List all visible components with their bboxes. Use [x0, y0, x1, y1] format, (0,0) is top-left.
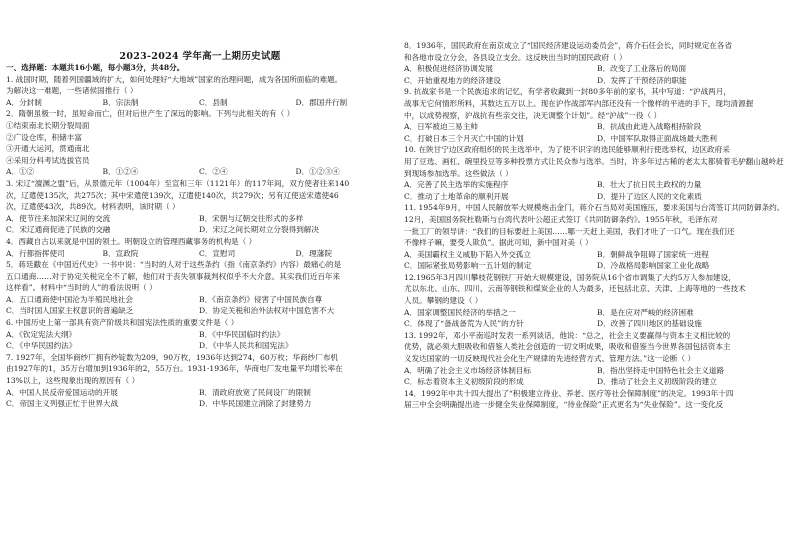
answer-options-row [404, 365, 790, 377]
answer-options-row [404, 376, 790, 388]
answer-option[interactable]: B．①②④ [102, 167, 139, 177]
answer-option[interactable]: C．打破日本三个月灭亡中国的计划 [404, 133, 524, 143]
question-text-line: ④采用分科考试选拔官员 [6, 155, 90, 165]
question-text-line: 12月，美国国务院杜勒斯与台湾代表叶公超正式签订《共同防御条约》。1955年秋，毛泽东对 [404, 214, 718, 224]
question-text-line: 用了豆选、画杠、碗里投豆等多种投票方式让民众参与选举。当时，许多年过古稀的老太太都骑着毛驴翻山越岭赶 [404, 156, 784, 166]
exam-title: 2023-2024 学年高一上期历史试题 [119, 51, 281, 62]
answer-option[interactable]: A．《钦定宪法大纲》 [6, 329, 77, 339]
question-text-line: 人员。攀钢的建设（ ） [404, 296, 483, 306]
answer-options-row [6, 305, 392, 317]
answer-options-row [404, 191, 790, 203]
question-text-line: 尤以东北、山东、四川、云南等钢铁和煤炭企业的人为最多，还包括北京、天津、上海等地的一些技术 [404, 284, 746, 294]
answer-option[interactable]: C．《中华民国约法》 [6, 341, 77, 351]
answer-option[interactable]: D．①②③④ [295, 167, 340, 177]
answer-option[interactable]: D．发挥了干预经济的职能 [597, 75, 687, 85]
question-text-line: 一批工厂的领导讲：“我们的目标要赶上美国……哪一天赶上美国，我们才吐了一口气。现在我们还 [404, 226, 735, 236]
answer-option[interactable]: A．积极促进经济协调发展 [404, 64, 494, 74]
answer-options-row [404, 249, 790, 261]
question-text-line: 战事无它何情形所料，其数达五万以上。现在沪作战部军内部还没有一个像样的平进的手下，现均清源握 [404, 98, 754, 108]
question-text-line: 13. 1992年，邓小平南巡时发表一系列谈话，他说：“总之，社会主义要赢得与资本主义相比较的 [404, 330, 731, 340]
answer-options-row [404, 121, 790, 133]
answer-option[interactable]: C．国际紧张局势影响一五计划的制定 [404, 261, 532, 271]
answer-option[interactable]: D．冷战格局影响国家工业化战略 [597, 261, 710, 271]
answer-options-row [404, 318, 790, 330]
answer-option[interactable]: B．宋朝与辽朝交往形式的多样 [199, 213, 304, 223]
answer-option[interactable]: D．理藩院 [295, 248, 332, 258]
answer-option[interactable]: C．县制 [199, 97, 228, 107]
question-text-line: 由1927年的1，35万台增加到1936年的2，55万台。1931-1936年，华商电厂发电量平均增长率在 [6, 364, 343, 374]
answer-options-row [6, 224, 392, 236]
question-text-line: ①结束南北长期分裂局面 [6, 120, 90, 130]
question-text-line: 五口通商……对于协定关税完全不了解，他们对于丧失领事裁判权似乎不大介意。其实我们近百年来 [6, 271, 341, 281]
question-text-line: 14．1992年中共十四大提出了“积极建立待业、养老、医疗等社会保障制度”的决定。1993年十四 [404, 388, 734, 398]
question-text-line: 次，辽遣使135次，共275次；其中宋遣使139次，辽遣使140次，共279次；另有辽使送宋遣使46 [6, 190, 339, 200]
answer-option[interactable]: B．指出坚持走中国特色社会主义道路 [597, 365, 725, 375]
question-text-line: 11. 1954年9月，中国人民解放军大规模炮击金门，蒋介石当局对美国施压，要求美国与台湾签订共同防御条约。 [404, 203, 785, 213]
answer-options-row [6, 329, 392, 341]
answer-options-row [6, 97, 392, 109]
question-text-line: 义发达国家的一切反映现代社会化生产规律的先进经营方式、管理方法。”这一论断（ ） [404, 354, 696, 364]
question-text-line: 和各地市设立分会，各县设立支会。这反映出当时的国民政府（ ） [404, 52, 627, 62]
answer-options-row [404, 179, 790, 191]
answer-option[interactable]: C．标志着资本主义初级阶段的形成 [404, 377, 524, 387]
question-text-line: 3. 宋辽“澶渊之盟”后，从景德元年（1004年）至宣和三年（1121年）的117年间，双方使者往来140 [6, 178, 350, 188]
answer-option[interactable]: D．宋辽之间长期对立分裂得到解决 [199, 225, 319, 235]
answer-option[interactable]: B．改变了工业落后的局面 [597, 64, 687, 74]
answer-option[interactable]: D．中华民国建立消除了封建势力 [199, 399, 312, 409]
question-text-line: 2．隋朝虽极一时，虽短命而亡，但对后世产生了深远的影响。下列与此相关的有（ ） [6, 109, 295, 119]
answer-option[interactable]: C．帝国主义列强正忙于世界大战 [6, 399, 119, 409]
answer-option[interactable]: B．是在应对严峻的经济困难 [597, 307, 694, 317]
question-text-line: 7. 1927年，全国华商纱厂拥有纱锭数为209，90万枚，1936年达到274，60万枚；华商纱厂布机 [6, 352, 339, 362]
question-text-line: 到现场参加选举。这些做法（ ） [404, 168, 513, 178]
question-text-line: 5．蒋廷黻在《中国近代史》一书中说：“当时的人对于这些条约（指《南京条约》内容）最痛心的是 [6, 260, 342, 270]
question-text-line: 为解决这一难题，一些诸侯国推行（ ） [6, 86, 138, 96]
answer-option[interactable]: D．提升了边区人民的文化素质 [597, 191, 702, 201]
answer-option[interactable]: D．《中华人民共和国宪法》 [199, 341, 293, 351]
question-text-line: 不像样子嘛，要受人欺负”。据此可知，新中国对美（ ） [404, 238, 593, 248]
answer-option[interactable]: C．体现了“备战备荒为人民”的方针 [404, 319, 524, 329]
section-heading: 一、选择题：本题共16小题，每小题3分，共48分。 [6, 63, 185, 72]
answer-options-row [6, 248, 392, 260]
answer-options-row [6, 340, 392, 352]
answer-options-row [6, 398, 392, 410]
answer-options-row [404, 260, 790, 272]
answer-option[interactable]: B．《南京条约》侵害了中国民族自尊 [199, 294, 323, 304]
question-text-line: 8．1936年，国民政府在南京成立了“国民经济建设运动委员会”，蒋介石任会长，同时规定在各省 [404, 41, 733, 50]
answer-option[interactable]: B．壮大了抗日民主政权的力量 [597, 180, 702, 190]
answer-options-row [6, 166, 392, 178]
answer-options-row [6, 294, 392, 306]
question-text-line: 6. 中国历史上第一部具有资产阶级共和国宪法性质的重要文件是（ ） [6, 318, 239, 328]
answer-option[interactable]: D．郡国并行制 [295, 97, 348, 107]
answer-option[interactable]: A．美国霸权主义威胁下陷入外交孤立 [404, 249, 531, 259]
answer-options-row [404, 133, 790, 145]
answer-option[interactable]: A．完善了民主选举的实施程序 [404, 180, 509, 190]
answer-option[interactable]: A．明确了社会主义市场经济体制目标 [404, 365, 531, 375]
answer-option[interactable]: D．中国军队取得正面战场最大胜利 [597, 133, 717, 143]
answer-option[interactable]: D．推动了社会主义初级阶段的建立 [597, 377, 717, 387]
answer-option[interactable]: C．推动了土地革命的顺利开展 [404, 191, 509, 201]
question-text-line: 12.1965年3月四川攀枝花钢铁厂开始大规模建设，国务院从16个省市调集了大约5万人参加建设， [404, 272, 736, 282]
answer-option[interactable]: A．①② [6, 167, 35, 177]
question-text-line: 1. 战国时期，随着列国疆域的扩大，如何处理好“大地域”国家的治理问题，成为各国所面临的难题。 [6, 74, 343, 84]
right-column [404, 40, 790, 558]
answer-options-row [404, 307, 790, 319]
question-text-line: 次，辽遣使43次，共89次。材料表明，该时期（ ） [6, 202, 180, 212]
answer-option[interactable]: B．宣政院 [102, 248, 139, 258]
answer-option[interactable]: D．改善了四川地区的基础设施 [597, 319, 702, 329]
answer-option[interactable]: D．协定关税和治外法权对中国危害不大 [199, 306, 335, 316]
answer-options-row [6, 387, 392, 399]
question-text-line: 10. 在陕甘宁边区政府组织的民主选举中，为了使不识字的选民能够顺利行使选举权，边区政府采 [404, 145, 730, 155]
answer-option[interactable]: C．当时国人国家主权意识的普遍缺乏 [6, 306, 134, 316]
question-text-line: ②广设仓库，积储丰富 [6, 132, 82, 142]
question-text-line: ③开通大运河，贯通南北 [6, 144, 90, 154]
question-text-line: 中，以成势视察，沪战抗有些亲交往，决无调整个计划”。经“沪战”一役（ ） [404, 110, 662, 120]
answer-option[interactable]: A．行都指挥使司 [6, 248, 65, 258]
answer-option[interactable]: C．宋辽通商促进了民族的交融 [6, 225, 111, 235]
answer-option[interactable]: A．五口通商使中国沦为半殖民地社会 [6, 294, 133, 304]
answer-option[interactable]: A．国家调整国民经济的举措之一 [404, 307, 516, 317]
question-text-line: 9. 抗战家书是一个民族追求的记忆，有学者收藏到一封80多年前的家书，其中写道：“沪战两月， [404, 87, 731, 97]
question-text-line: 13%以上，这些现象出现的原因有（ ） [6, 376, 140, 386]
answer-option[interactable]: B．朝鲜战争阻碍了国家统一进程 [597, 249, 709, 259]
question-text-line: 届三中全会明确提出进一步健全失业保障制度，“待业保险”正式更名为“失业保险”。这一变化反 [404, 400, 724, 410]
question-text-line: 优势，就必须大胆吸收和借鉴人类社会创造的一切文明成果，吸收和借鉴当今世界各国包括资本主 [404, 342, 731, 352]
answer-option[interactable]: A．日军被迫三易主帅 [404, 122, 478, 132]
answer-option[interactable]: B．清政府放宽了民间设厂的限制 [199, 387, 311, 397]
answer-options-row [404, 63, 790, 75]
left-column [6, 62, 392, 558]
answer-option[interactable]: C．开始重视地方的经济建设 [404, 75, 501, 85]
answer-option[interactable]: B．宗法制 [102, 97, 139, 107]
answer-option[interactable]: B．《中华民国临时约法》 [199, 329, 285, 339]
question-text-line: 这样看”。材料中“当时的人”的看法说明（ ） [6, 283, 157, 293]
answer-option[interactable]: C．②④ [199, 167, 228, 177]
answer-option[interactable]: C．宣慰司 [199, 248, 236, 258]
answer-options-row [404, 75, 790, 87]
question-text-line: 4．西藏自古以来就是中国的领土。明朝设立的管理西藏事务的机构是（ ） [6, 236, 257, 246]
answer-option[interactable]: A．中国人民反帝爱国运动的开展 [6, 387, 118, 397]
answer-option[interactable]: A．使节往来加深宋辽间的交流 [6, 213, 111, 223]
answer-option[interactable]: B．抗战由此进入战略相持阶段 [597, 122, 702, 132]
answer-option[interactable]: A．分封制 [6, 97, 42, 107]
answer-options-row [6, 213, 392, 225]
